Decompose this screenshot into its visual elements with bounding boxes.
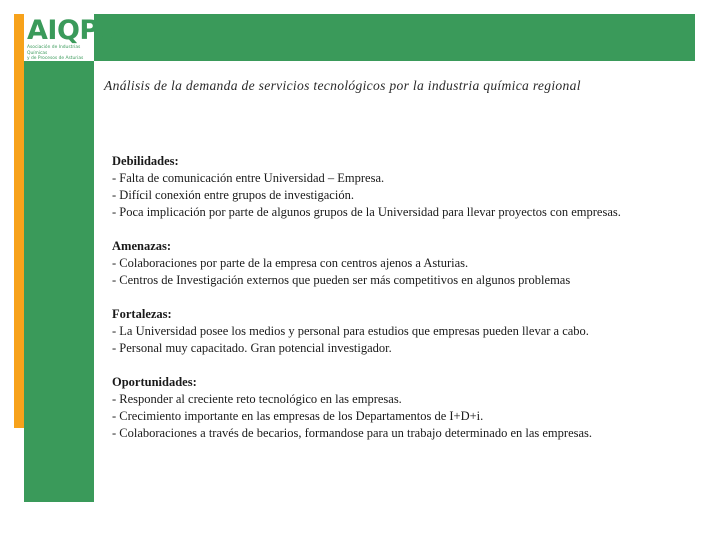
list-item: - Crecimiento importante en las empresas de los Departamentos de I+D+i.: [112, 409, 484, 423]
list-item: - Poca implicación por parte de algunos grupos de la Universidad para llevar proyectos con empresas.: [112, 205, 621, 219]
section-heading: Debilidades:: [112, 154, 179, 168]
list-item: - La Universidad posee los medios y personal para estudios que empresas pueden llevar a cabo.: [112, 324, 589, 338]
logo-subtitle: [27, 45, 93, 62]
list-item: - Centros de Investigación externos que pueden ser más competitivos en algunos problemas: [112, 273, 571, 287]
green-side-bar: [24, 14, 94, 502]
list-item: - Responder al creciente reto tecnológico en las empresas.: [112, 392, 402, 406]
list-item: - Personal muy capacitado. Gran potencial investigador.: [112, 341, 392, 355]
section-oportunidades: [112, 374, 712, 442]
slide-title: Análisis de la demanda de servicios tecnológicos por la industria química regional: [104, 78, 581, 93]
orange-accent-bar: [14, 14, 24, 428]
slide-content: [112, 153, 712, 459]
list-item: - Difícil conexión entre grupos de investigación.: [112, 188, 354, 202]
list-item: - Falta de comunicación entre Universidad – Empresa.: [112, 171, 385, 185]
section-heading: Fortalezas:: [112, 307, 172, 321]
section-heading: Amenazas:: [112, 239, 172, 253]
green-header-bar: [24, 14, 695, 61]
logo-subtitle-line-1: Asociación de Industrias Químicas: [27, 45, 81, 56]
logo-subtitle-line-2: y de Procesos de Asturias: [27, 56, 84, 61]
section-fortalezas: [112, 306, 712, 357]
logo: [24, 14, 117, 61]
section-heading: Oportunidades:: [112, 375, 197, 389]
section-debilidades: [112, 153, 712, 221]
list-item: - Colaboraciones a través de becarios, formandose para un trabajo determinado en las empresas.: [112, 426, 593, 440]
section-amenazas: [112, 238, 712, 289]
logo-name: AIQPA: [27, 15, 117, 46]
list-item: - Colaboraciones por parte de la empresa con centros ajenos a Asturias.: [112, 256, 469, 270]
